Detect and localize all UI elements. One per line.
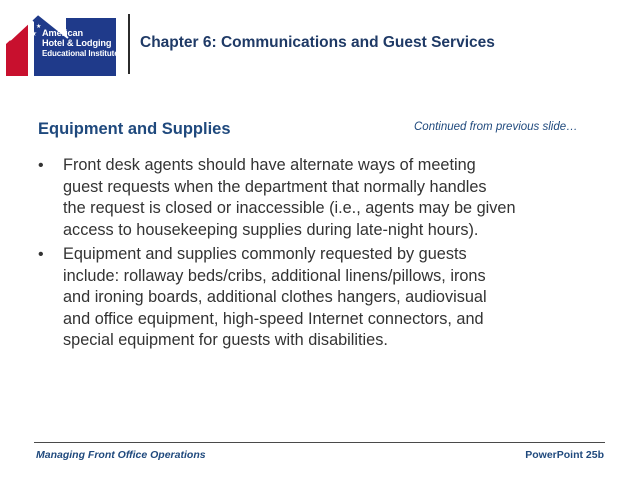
bullet-line: access to housekeeping supplies during late-night hours). xyxy=(63,220,479,239)
bullet-item xyxy=(38,155,618,241)
chapter-title: Chapter 6: Communications and Guest Services xyxy=(140,34,495,51)
footer-slide-number: PowerPoint 25b xyxy=(525,449,604,461)
bullet-line: and office equipment, high-speed Internet connectors, and xyxy=(63,309,484,328)
bullet-line: guest requests when the department that normally handles xyxy=(63,177,487,196)
header-divider xyxy=(128,14,130,74)
bullet-line: and ironing boards, additional clothes hangers, audiovisual xyxy=(63,288,487,306)
bullet-line: Front desk agents should have alternate ways of meeting xyxy=(63,156,476,174)
bullet-line: special equipment for guests with disabilities. xyxy=(63,331,388,349)
bullet-line: include: rollaway beds/cribs, additional linens/pillows, irons xyxy=(63,266,486,285)
logo-line: Hotel & Lodging xyxy=(42,38,112,49)
logo-text xyxy=(42,28,122,59)
bullet-icon: • xyxy=(38,246,44,263)
section-heading: Equipment and Supplies xyxy=(38,120,231,138)
bullet-icon: • xyxy=(38,157,44,174)
bullet-line: the request is closed or inaccessible (i.e., agents may be given xyxy=(63,199,516,217)
logo-line: American xyxy=(42,28,84,38)
logo-line: Educational Institute xyxy=(42,48,119,58)
footer-divider xyxy=(34,442,605,443)
continued-note: Continued from previous slide… xyxy=(414,121,578,133)
bullet-item xyxy=(38,244,618,352)
bullet-list xyxy=(38,155,618,355)
ahlei-logo xyxy=(6,14,118,76)
svg-text:★: ★ xyxy=(36,23,42,30)
bullet-line: Equipment and supplies commonly requested by guests xyxy=(63,245,467,263)
footer-course-title: Managing Front Office Operations xyxy=(36,449,206,461)
svg-text:★: ★ xyxy=(30,29,38,38)
